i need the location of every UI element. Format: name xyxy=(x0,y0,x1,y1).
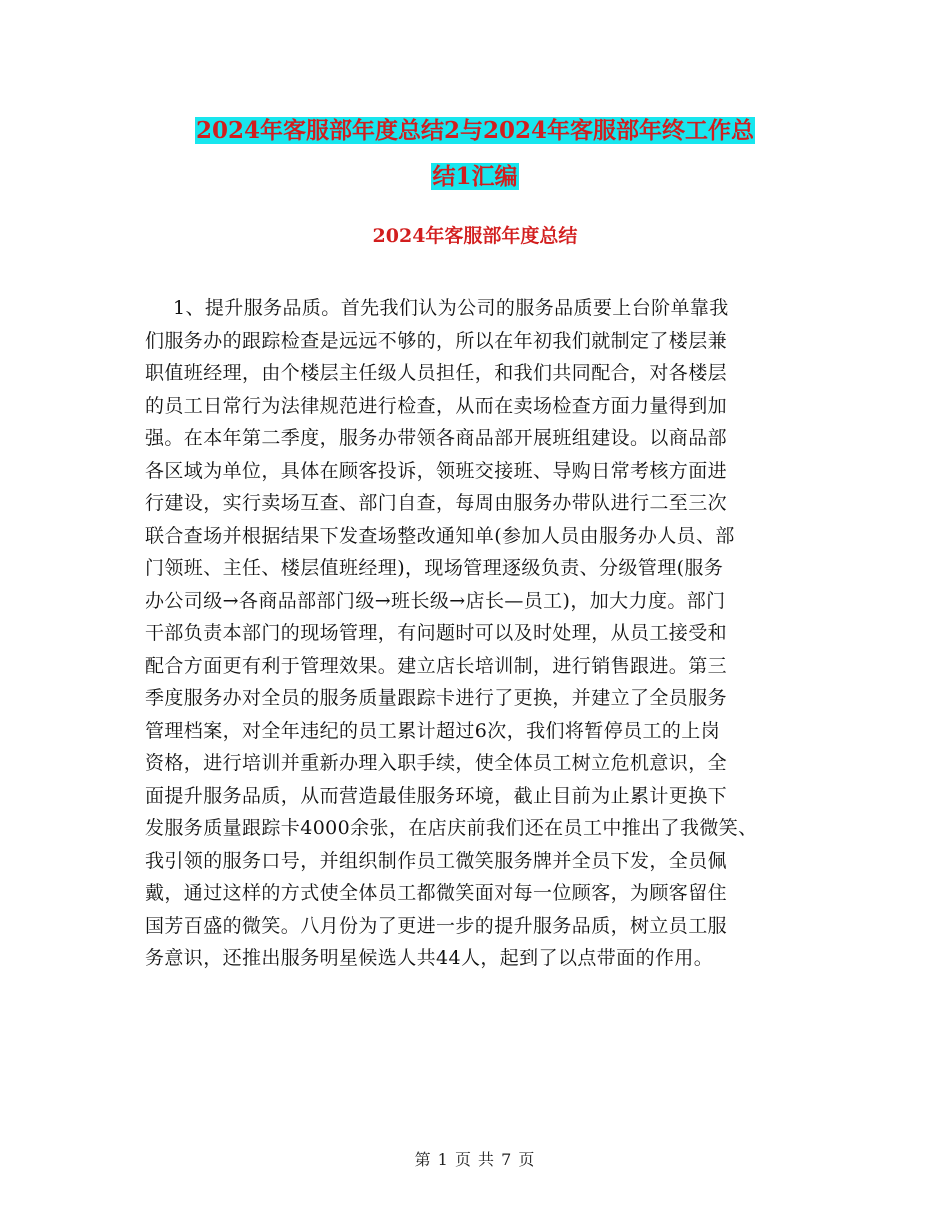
paragraph-line: 干部负责本部门的现场管理，有问题时可以及时处理，从员工接受和 xyxy=(145,622,728,644)
paragraph-line: 务意识，还推出服务明星候选人共44人，起到了以点带面的作用。 xyxy=(145,947,714,969)
paragraph-line: 的员工日常行为法律规范进行检查，从而在卖场检查方面力量得到加 xyxy=(145,394,728,417)
body-paragraph xyxy=(145,292,810,975)
paragraph-line: 职值班经理，由个楼层主任级人员担任，和我们共同配合，对各楼层 xyxy=(145,362,728,384)
paragraph-line: 1、提升服务品质。首先我们认为公司的服务品质要上台阶单靠我 xyxy=(173,297,729,319)
document-title-line-2: 结1汇编 xyxy=(432,163,518,190)
paragraph-line: 们服务办的跟踪检查是远远不够的，所以在年初我们就制定了楼层兼 xyxy=(145,329,728,352)
page-indicator: 第 1 页 共 7 页 xyxy=(414,1150,536,1169)
paragraph-line: 面提升服务品质，从而营造最佳服务环境，截止目前为止累计更换下 xyxy=(145,784,728,807)
paragraph-line: 强。在本年第二季度，服务办带领各商品部开展班组建设。以商品部 xyxy=(145,427,728,449)
paragraph-line: 配合方面更有利于管理效果。建立店长培训制，进行销售跟进。第三 xyxy=(145,654,728,677)
paragraph-line: 办公司级→各商品部部门级→班长级→店长—员工)，加大力度。部门 xyxy=(145,589,726,612)
document-title xyxy=(0,108,950,200)
paragraph-line: 季度服务办对全员的服务质量跟踪卡进行了更换，并建立了全员服务 xyxy=(145,687,728,709)
paragraph-line: 发服务质量跟踪卡4000余张，在店庆前我们还在员工中推出了我微笑、 xyxy=(145,817,758,839)
paragraph-line: 行建设，实行卖场互查、部门自查，每周由服务办带队进行二至三次 xyxy=(145,492,728,514)
paragraph-line: 联合查场并根据结果下发查场整改通知单(参加人员由服务办人员、部 xyxy=(145,524,735,547)
paragraph-line: 戴，通过这样的方式使全体员工都微笑面对每一位顾客，为顾客留住 xyxy=(145,882,728,904)
document-title-line-1: 2024年客服部年度总结2与2024年客服部年终工作总 xyxy=(195,117,755,144)
paragraph-line: 各区域为单位，具体在顾客投诉，领班交接班、导购日常考核方面进 xyxy=(145,459,728,482)
paragraph-line: 门领班、主任、楼层值班经理)，现场管理逐级负责、分级管理(服务 xyxy=(145,557,724,579)
paragraph-line: 国芳百盛的微笑。八月份为了更进一步的提升服务品质，树立员工服 xyxy=(145,914,728,937)
paragraph-line: 管理档案，对全年违纪的员工累计超过6次，我们将暂停员工的上岗 xyxy=(145,719,721,742)
page-footer xyxy=(0,1148,950,1172)
section-heading: 2024年客服部年度总结 xyxy=(372,225,578,247)
paragraph-line: 我引领的服务口号，并组织制作员工微笑服务牌并全员下发，全员佩 xyxy=(145,849,728,872)
paragraph-line: 资格，进行培训并重新办理入职手续，使全体员工树立危机意识，全 xyxy=(145,752,728,774)
